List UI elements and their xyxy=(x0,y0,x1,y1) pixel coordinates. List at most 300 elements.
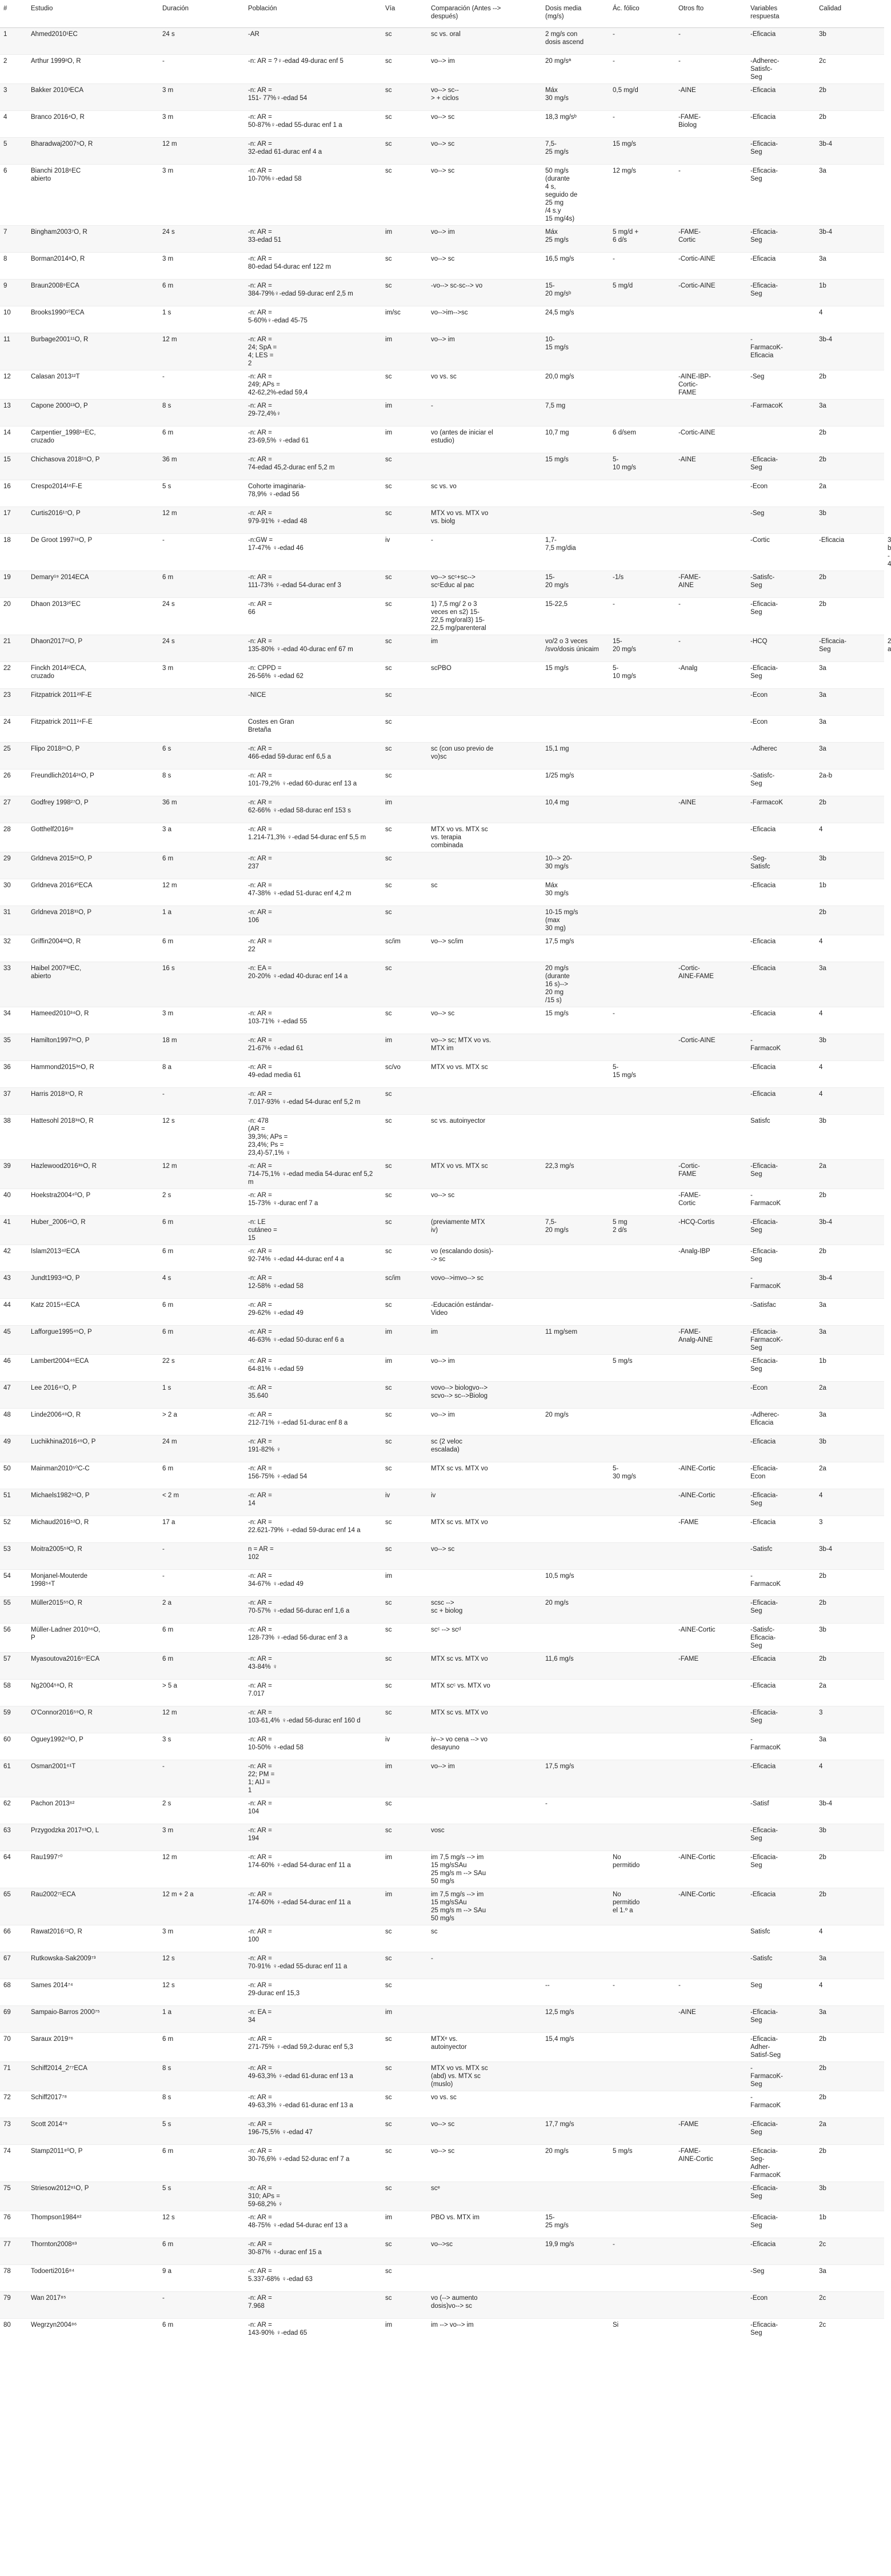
cell-quality: 2b xyxy=(819,1600,826,1606)
cell-outcome-variables: -Cortic xyxy=(750,537,770,544)
cell-route: sc xyxy=(385,2268,392,2275)
cell-number: 62 xyxy=(3,1800,11,1807)
cell-outcome-variables: -Seg xyxy=(750,510,765,517)
cell-study: Fitzpatrick 2011²³F-E xyxy=(31,692,92,699)
table-row xyxy=(0,1061,884,1088)
cell-other-drugs xyxy=(675,1925,747,1952)
cell-duration: > 5 a xyxy=(162,1682,177,1689)
cell-route: sc xyxy=(385,1656,392,1662)
table-row xyxy=(0,1733,884,1760)
cell-population: -n: AR = 466-edad 59-durac enf 6,5 a xyxy=(248,745,331,760)
cell-other-drugs: -Cortic-AINE xyxy=(678,429,716,436)
cell-comparison: vo-->sc xyxy=(431,2241,453,2248)
cell-route: sc xyxy=(385,1982,392,1989)
cell-outcome-variables: -Eficacia- Adher- Satisf-Seg xyxy=(750,2036,781,2059)
cell-study: Stamp2011⁸⁰O, P xyxy=(31,2148,83,2155)
cell-route: sc xyxy=(385,1118,392,1124)
cell-number: 34 xyxy=(3,1010,11,1017)
table-row xyxy=(0,1888,884,1925)
cell-folic-acid xyxy=(609,1435,675,1462)
cell-quality: 2a xyxy=(819,1163,826,1170)
cell-mean-dose: 7,5 mg xyxy=(545,402,566,409)
cell-quality: 2c xyxy=(819,58,826,65)
cell-other-drugs: -FAME xyxy=(678,1519,699,1526)
cell-duration: 24 m xyxy=(162,1438,177,1445)
cell-comparison xyxy=(427,1088,542,1115)
cell-quality: 4 xyxy=(819,1492,823,1499)
cell-folic-acid xyxy=(609,1706,675,1733)
cell-comparison: vo--> im xyxy=(431,336,455,343)
cell-quality: 2b xyxy=(819,2094,826,2101)
cell-number: 75 xyxy=(3,2185,11,2192)
table-row xyxy=(0,426,884,453)
cell-outcome-variables: -Satisfac xyxy=(750,1302,776,1309)
cell-folic-acid: - xyxy=(613,58,615,65)
table-row xyxy=(0,1160,884,1189)
cell-outcome-variables: -Eficacia- Seg xyxy=(750,2322,778,2336)
cell-outcome-variables: -Eficacia- Seg xyxy=(750,665,778,680)
table-row xyxy=(0,1299,884,1326)
table-row xyxy=(0,2265,884,2292)
cell-comparison xyxy=(427,1979,542,2006)
cell-quality: 3a xyxy=(819,1302,826,1309)
table-row xyxy=(0,689,884,716)
cell-duration: 22 s xyxy=(162,1358,175,1365)
header-mean-dose: Dosis media (mg/s) xyxy=(542,0,609,28)
table-row xyxy=(0,1034,884,1061)
cell-study: Demary¹⁹ 2014ECA xyxy=(31,574,89,581)
cell-route: sc xyxy=(385,1955,392,1962)
cell-duration: 24 s xyxy=(162,31,175,38)
cell-number: 55 xyxy=(3,1600,11,1606)
cell-population: -n: AR = 47-38% ♀-edad 51-durac enf 4,2 m xyxy=(248,882,351,897)
cell-outcome-variables xyxy=(747,906,816,935)
cell-route: im xyxy=(385,1763,393,1770)
table-row xyxy=(0,2145,884,2182)
cell-route: sc xyxy=(385,1928,392,1935)
table-row xyxy=(0,55,884,84)
cell-quality: 3a xyxy=(819,402,826,409)
cell-route: sc xyxy=(385,1411,392,1418)
cell-population: -n: AR = 66 xyxy=(248,601,272,616)
cell-other-drugs xyxy=(675,1435,747,1462)
cell-population: -n: AR = 100 xyxy=(248,1928,272,1943)
cell-other-drugs xyxy=(675,879,747,906)
cell-number: 80 xyxy=(3,2322,11,2328)
cell-other-drugs: -FAME- AINE xyxy=(678,574,701,589)
cell-duration: - xyxy=(162,1573,165,1580)
cell-number: 48 xyxy=(3,1411,11,1418)
cell-study: Lee 2016⁴⁷O, P xyxy=(31,1385,77,1391)
cell-population: -n: AR = 237 xyxy=(248,855,272,870)
cell-mean-dose xyxy=(542,1733,609,1760)
cell-other-drugs: - xyxy=(678,638,681,645)
cell-number: 49 xyxy=(3,1438,11,1445)
cell-duration: 6 m xyxy=(162,282,174,289)
cell-number: 43 xyxy=(3,1275,11,1282)
cell-population: -n: AR = 271-75% ♀-edad 59,2-durac enf 5,3 xyxy=(248,2036,353,2051)
cell-duration: - xyxy=(162,2295,165,2302)
cell-number: 25 xyxy=(3,745,11,752)
cell-number: 44 xyxy=(3,1302,11,1309)
table-row xyxy=(0,306,884,333)
cell-comparison: vo--> sc xyxy=(431,114,455,121)
cell-population: -n: AR = 103-61,4% ♀-edad 56-durac enf 160 d xyxy=(248,1709,361,1724)
cell-number: 23 xyxy=(3,692,11,699)
cell-other-drugs: -FAME- Cortic xyxy=(678,1192,701,1207)
cell-quality: 3a xyxy=(819,719,826,725)
cell-folic-acid: 5- 15 mg/s xyxy=(613,1064,636,1079)
cell-duration: 16 s xyxy=(162,965,175,972)
cell-other-drugs xyxy=(675,743,747,769)
cell-quality: 3a xyxy=(819,1329,826,1335)
cell-route: sc xyxy=(385,1546,392,1553)
table-row xyxy=(0,1462,884,1489)
cell-duration: 8 s xyxy=(162,772,171,779)
cell-study: Linde2006⁴⁸O, R xyxy=(31,1411,81,1418)
cell-number: 28 xyxy=(3,826,11,833)
cell-other-drugs: -FAME- Biolog xyxy=(678,114,701,129)
cell-comparison: vo--> im xyxy=(431,229,455,236)
cell-other-drugs xyxy=(675,1797,747,1824)
cell-quality: 2b xyxy=(819,1248,826,1255)
cell-folic-acid: 5- 30 mg/s xyxy=(613,1465,636,1480)
header-other-drugs: Otros fto xyxy=(675,0,747,28)
cell-outcome-variables: -Seg xyxy=(750,2268,765,2275)
cell-study: Saraux 2019⁷⁶ xyxy=(31,2036,74,2043)
cell-comparison: scᶜ --> scᵈ xyxy=(431,1626,461,1633)
cell-duration: 12 s xyxy=(162,2214,175,2221)
cell-study: Calasan 2013¹²T xyxy=(31,373,80,380)
cell-number: 41 xyxy=(3,1219,11,1226)
cell-comparison: MTX vo vs. MTX sc (abd) vs. MTX sc (muslo) xyxy=(431,2065,488,2088)
cell-mean-dose: 16,5 mg/s xyxy=(545,256,574,262)
cell-mean-dose: 15- 20 mg/sᵇ xyxy=(545,282,572,297)
cell-folic-acid xyxy=(609,1516,675,1543)
cell-comparison: scPBO xyxy=(431,665,452,672)
cell-folic-acid xyxy=(609,1489,675,1516)
cell-mean-dose: 17,5 mg/s xyxy=(545,938,574,945)
cell-population: -n: AR = 101-79,2% ♀-edad 60-durac enf 13 a xyxy=(248,772,357,787)
cell-number: 39 xyxy=(3,1163,11,1170)
cell-comparison: vo--> sc xyxy=(431,168,455,174)
cell-quality: 4 xyxy=(819,1982,823,1989)
table-row xyxy=(0,165,884,226)
cell-route: sc xyxy=(385,373,392,380)
cell-duration: 8 s xyxy=(162,2065,171,2072)
cell-mean-dose xyxy=(542,1952,609,1979)
cell-route: sc xyxy=(385,510,392,517)
cell-quality: 1b xyxy=(819,2214,826,2221)
cell-study: Todoerti2016⁸⁴ xyxy=(31,2268,75,2275)
cell-outcome-variables: -Eficacia- Econ xyxy=(750,1465,778,1480)
cell-mean-dose: 24,5 mg/s xyxy=(545,309,574,316)
cell-outcome-variables: -Eficacia xyxy=(750,87,776,94)
cell-mean-dose: 7,5- 25 mg/s xyxy=(545,141,569,155)
cell-route: sc xyxy=(385,1600,392,1606)
cell-duration: 6 m xyxy=(162,1465,174,1472)
cell-other-drugs xyxy=(675,1355,747,1382)
cell-study: Sames 2014⁷⁴ xyxy=(31,1982,73,1989)
table-row xyxy=(0,1516,884,1543)
cell-population: -n: EA = 34 xyxy=(248,2009,272,2024)
cell-mean-dose: 18,3 mg/sᵇ xyxy=(545,114,577,121)
cell-folic-acid xyxy=(609,1824,675,1851)
cell-mean-dose xyxy=(542,1088,609,1115)
cell-population: -AR xyxy=(248,31,259,38)
cell-outcome-variables: -Satisfc- Seg xyxy=(750,772,775,787)
table-row xyxy=(0,2062,884,2091)
cell-study: Bianchi 2018⁶EC abierto xyxy=(31,168,81,182)
cell-mean-dose: 1/25 mg/s xyxy=(545,772,574,779)
cell-study: Capone 2000¹³O, P xyxy=(31,402,88,409)
cell-comparison: im --> vo--> im xyxy=(431,2322,474,2328)
cell-mean-dose: 20 mg/sª xyxy=(545,58,572,65)
cell-population: -n: AR = 310; APs = 59-68,2% ♀ xyxy=(248,2185,283,2208)
cell-other-drugs: - xyxy=(678,58,681,65)
cell-mean-dose: 10,5 mg/s xyxy=(545,1573,574,1580)
cell-study: Thornton2008⁸³ xyxy=(31,2241,77,2248)
cell-comparison: vo--> im xyxy=(431,58,455,65)
cell-quality: 2b xyxy=(819,1192,826,1199)
cell-duration: - xyxy=(162,1763,165,1770)
table-row xyxy=(0,1326,884,1355)
cell-number: 66 xyxy=(3,1928,11,1935)
cell-route: sc xyxy=(385,745,392,752)
cell-folic-acid: - xyxy=(613,1010,615,1017)
cell-folic-acid xyxy=(609,1326,675,1355)
cell-study: Finckh 2014²²ECA, cruzado xyxy=(31,665,87,680)
cell-other-drugs xyxy=(675,823,747,852)
cell-outcome-variables: -Adherec- Eficacia xyxy=(750,1411,780,1426)
cell-outcome-variables: -Eficacia- Seg xyxy=(750,1827,778,1842)
cell-folic-acid xyxy=(609,507,675,534)
cell-number: 53 xyxy=(3,1546,11,1553)
table-row xyxy=(0,138,884,165)
cell-duration: - xyxy=(162,373,165,380)
table-row xyxy=(0,662,884,689)
cell-route: sc xyxy=(385,2121,392,2128)
cell-duration: 18 m xyxy=(162,1037,177,1044)
cell-outcome-variables: -Eficacia xyxy=(750,882,776,889)
cell-other-drugs xyxy=(675,2211,747,2238)
cell-other-drugs xyxy=(675,534,747,571)
cell-comparison: vo--> sc xyxy=(431,2148,455,2155)
cell-outcome-variables: Satisfc xyxy=(750,1118,770,1124)
cell-folic-acid xyxy=(609,769,675,796)
cell-other-drugs xyxy=(675,1824,747,1851)
cell-quality: 3a xyxy=(819,2009,826,2016)
cell-number: 51 xyxy=(3,1492,11,1499)
cell-number: 52 xyxy=(3,1519,11,1526)
cell-quality: 3a xyxy=(819,665,826,672)
cell-population: -n: AR = 384-79%♀-edad 59-durac enf 2,5 m xyxy=(248,282,353,297)
cell-folic-acid: 12 mg/s xyxy=(613,168,636,174)
cell-folic-acid: No permitido el 1.º a xyxy=(613,1891,640,1914)
cell-duration: 5 s xyxy=(162,2121,171,2128)
cell-folic-acid xyxy=(609,2091,675,2118)
cell-outcome-variables: - FarmacoK xyxy=(750,1192,781,1207)
cell-duration: 12 s xyxy=(162,1118,175,1124)
cell-study: Bingham2003⁷O, R xyxy=(31,229,87,236)
table-row xyxy=(0,1653,884,1680)
cell-other-drugs xyxy=(675,1272,747,1299)
cell-folic-acid: 15 mg/s xyxy=(613,141,636,147)
cell-folic-acid xyxy=(609,1733,675,1760)
cell-comparison: PBO vs. MTX im xyxy=(431,2214,480,2221)
table-row xyxy=(0,1570,884,1597)
cell-study: Pachon 2013⁶² xyxy=(31,1800,75,1807)
cell-other-drugs: -AINE xyxy=(678,2009,696,2016)
cell-other-drugs: -FAME xyxy=(678,1656,699,1662)
table-row xyxy=(0,1680,884,1706)
cell-quality: 3a xyxy=(819,168,826,174)
cell-study: O'Connor2016⁵⁹O, R xyxy=(31,1709,93,1716)
cell-folic-acid: 5 mg/d + 6 d/s xyxy=(613,229,639,244)
cell-number: 63 xyxy=(3,1827,11,1834)
cell-duration: 24 s xyxy=(162,638,175,645)
cell-mean-dose: - xyxy=(545,1800,548,1807)
table-row: 21 Dhaon2017²¹O, P 24 s -n: AR = 135-80% ♀-edad 40-durac enf 67 m sc im vo/2 o 3 veces /svo/dosis únicaim 15- 20 mg/s - -HCQ -Eficacia- Seg 2a xyxy=(0,635,884,662)
cell-mean-dose xyxy=(542,1925,609,1952)
cell-study: Wan 2017⁸⁵ xyxy=(31,2295,66,2302)
cell-study: Braun2008⁹ECA xyxy=(31,282,79,289)
cell-study: Rawat2016⁷²O, R xyxy=(31,1928,82,1935)
cell-number: 69 xyxy=(3,2009,11,2016)
cell-comparison: vo--> sc; MTX vo vs. MTX im xyxy=(431,1037,492,1052)
cell-number: 13 xyxy=(3,402,11,409)
cell-other-drugs xyxy=(675,2292,747,2319)
cell-quality: 1b xyxy=(819,282,826,289)
cell-number: 35 xyxy=(3,1037,11,1044)
cell-mean-dose: 17,7 mg/s xyxy=(545,2121,574,2128)
cell-number: 8 xyxy=(3,256,7,262)
cell-quality: 3a xyxy=(819,1411,826,1418)
cell-route: sc xyxy=(385,1385,392,1391)
cell-route: im xyxy=(385,1573,393,1580)
table-row xyxy=(0,1272,884,1299)
cell-folic-acid xyxy=(609,1653,675,1680)
cell-duration: 12 m xyxy=(162,510,177,517)
cell-population: -n: AR = 35.640 xyxy=(248,1385,272,1399)
cell-route: sc xyxy=(385,2185,392,2192)
cell-duration: 12 s xyxy=(162,1955,175,1962)
cell-number: 79 xyxy=(3,2295,11,2302)
cell-population: -n: AR = 22 xyxy=(248,938,272,953)
cell-outcome-variables: -Satisfc xyxy=(750,1546,773,1553)
cell-quality: 3b xyxy=(819,1037,826,1044)
cell-mean-dose xyxy=(542,1824,609,1851)
cell-quality: 3b xyxy=(819,2185,826,2192)
cell-study: Grldneva 2016³⁰ECA xyxy=(31,882,93,889)
header-row xyxy=(0,0,884,28)
cell-mean-dose xyxy=(542,1624,609,1653)
cell-folic-acid xyxy=(609,1409,675,1435)
cell-population: -n: AR = 92-74% ♀-edad 44-durac enf 4 a xyxy=(248,1248,344,1263)
header-duration: Duración xyxy=(159,0,245,28)
cell-population: -n: AR = 7.017-93% ♀-edad 54-durac enf 5,2 m xyxy=(248,1091,361,1106)
cell-population: -n: AR = 174-60% ♀-edad 54-durac enf 11 a xyxy=(248,1854,351,1869)
cell-mean-dose: 10- 15 mg/s xyxy=(545,336,569,351)
cell-duration: 12 m xyxy=(162,1163,177,1170)
cell-quality: 3b xyxy=(819,1827,826,1834)
cell-duration: > 2 a xyxy=(162,1411,177,1418)
cell-study: Carpentier_1998¹⁴EC, cruzado xyxy=(31,429,96,444)
cell-quality: 2a xyxy=(819,2121,826,2128)
cell-duration: 6 m xyxy=(162,574,174,581)
cell-comparison: sc xyxy=(431,882,438,889)
table-row xyxy=(0,1088,884,1115)
cell-outcome-variables: -Eficacia xyxy=(750,1438,776,1445)
cell-quality: 3b-4 xyxy=(819,336,833,343)
cell-folic-acid xyxy=(609,370,675,400)
cell-folic-acid xyxy=(609,2265,675,2292)
cell-study: Luchikhina2016⁴⁹O, P xyxy=(31,1438,96,1445)
cell-duration: 6 m xyxy=(162,1248,174,1255)
table-row xyxy=(0,1409,884,1435)
cell-quality: 2b xyxy=(819,1854,826,1861)
cell-study: De Groot 1997¹⁸O, P xyxy=(31,537,93,544)
table-row xyxy=(0,906,884,935)
cell-folic-acid xyxy=(609,879,675,906)
cell-quality: 2b xyxy=(819,2148,826,2155)
cell-mean-dose: 15 mg/s xyxy=(545,1010,569,1017)
cell-other-drugs xyxy=(675,935,747,962)
cell-number: 54 xyxy=(3,1573,11,1580)
cell-comparison xyxy=(427,689,542,716)
cell-population: -n: AR = 29-durac enf 15,3 xyxy=(248,1982,300,1997)
cell-study: Oguey1992⁶⁰O, P xyxy=(31,1736,83,1743)
table-row xyxy=(0,84,884,111)
cell-study: Mainman2010⁵⁰C-C xyxy=(31,1465,90,1472)
cell-route: sc xyxy=(385,638,392,645)
cell-outcome-variables: -Eficacia- Seg xyxy=(750,1219,778,1234)
cell-population: -n: AR = 7.968 xyxy=(248,2295,272,2310)
cell-other-drugs: -Cortic- AINE-FAME xyxy=(678,965,714,980)
cell-duration: 36 m xyxy=(162,799,177,806)
cell-mean-dose xyxy=(542,1355,609,1382)
cell-number: 26 xyxy=(3,772,11,779)
cell-comparison: vo--> sc/im xyxy=(431,938,464,945)
cell-folic-acid xyxy=(609,935,675,962)
cell-number: 38 xyxy=(3,1118,11,1124)
cell-folic-acid xyxy=(609,1382,675,1409)
cell-other-drugs: -FAME- AINE-Cortic xyxy=(678,2148,713,2163)
cell-number: 56 xyxy=(3,1626,11,1633)
cell-folic-acid: - xyxy=(613,1982,615,1989)
cell-mean-dose xyxy=(542,1888,609,1925)
cell-comparison: (previamente MTX iv) xyxy=(431,1219,485,1234)
cell-duration: 5 s xyxy=(162,2185,171,2192)
cell-outcome-variables: -Eficacia- Seg xyxy=(750,1163,778,1178)
cell-comparison: vo--> sc xyxy=(431,141,455,147)
cell-number: 27 xyxy=(3,799,11,806)
cell-folic-acid xyxy=(609,1034,675,1061)
cell-route: sc xyxy=(385,282,392,289)
cell-quality: 3b-4 xyxy=(819,229,833,236)
cell-folic-acid xyxy=(609,2118,675,2145)
cell-other-drugs xyxy=(675,1706,747,1733)
cell-quality: 2b xyxy=(819,87,826,94)
cell-duration xyxy=(159,689,245,716)
cell-comparison: im xyxy=(431,1329,438,1335)
cell-mean-dose xyxy=(542,507,609,534)
cell-mean-dose xyxy=(542,1115,609,1160)
cell-duration: 6 m xyxy=(162,1626,174,1633)
cell-number: 4 xyxy=(3,114,7,121)
cell-route: sc xyxy=(385,1800,392,1807)
cell-duration: 3 m xyxy=(162,665,174,672)
